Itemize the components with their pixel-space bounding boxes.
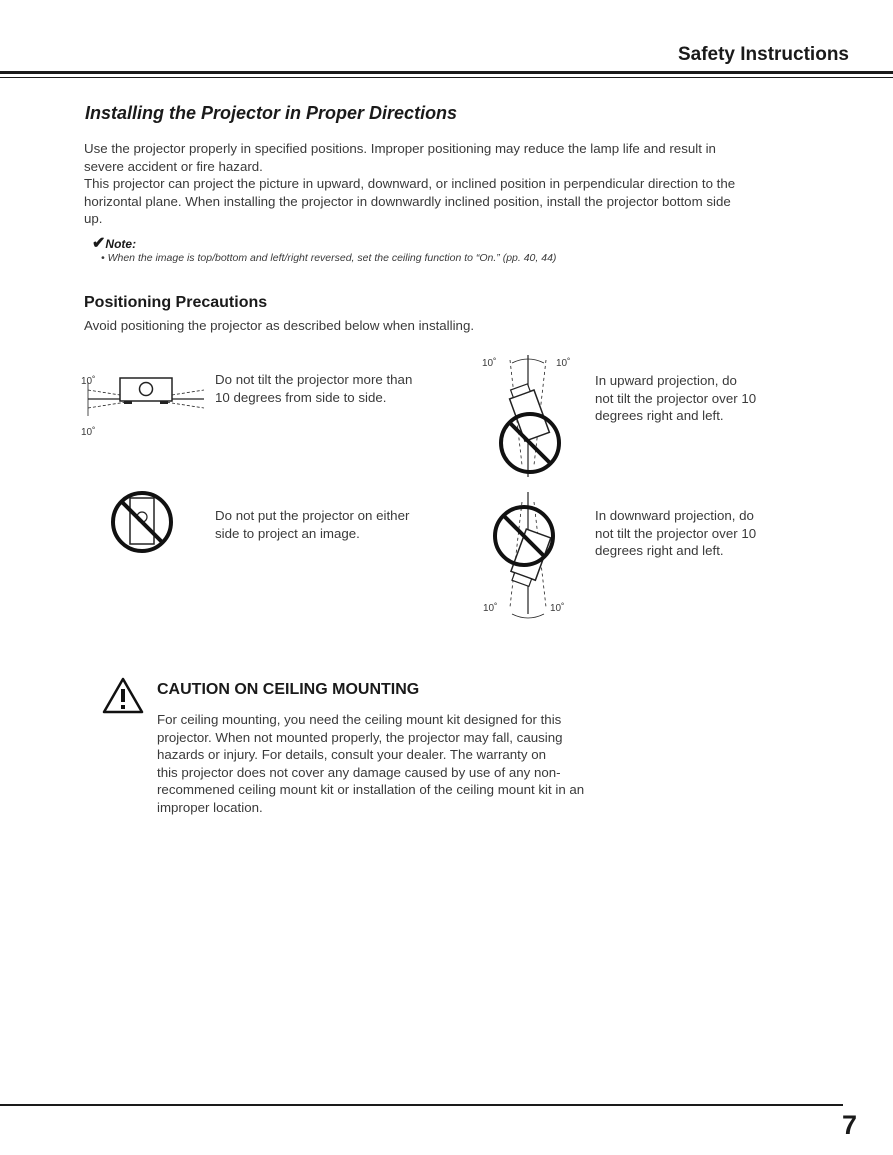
page-number: 7 (841, 1110, 857, 1140)
caution-line: recommened ceiling mount kit or installation of the ceiling mount kit in an (157, 782, 585, 797)
intro-line: horizontal plane. When installing the projector in downwardly inclined position, install the projector bottom side (84, 193, 731, 209)
checkmark-icon: ✔ (92, 235, 106, 252)
item-line: Do not put the projector on either (215, 508, 410, 523)
positioning-title: Positioning Precautions (84, 294, 268, 311)
degree-label: 10˚ (81, 376, 96, 387)
header-rule-thick (0, 71, 893, 74)
item-line: degrees right and left. (595, 543, 724, 558)
degree-label: 10˚ (483, 603, 498, 614)
degree-label: 10˚ (81, 427, 96, 438)
caution-line: For ceiling mounting, you need the ceiling mount kit designed for this (157, 712, 562, 727)
intro-line: Use the projector properly in specified positions. Improper positioning may reduce the lamp life and result in (84, 141, 716, 156)
degree-label: 10˚ (556, 358, 571, 369)
intro-paragraph-1 (84, 140, 814, 228)
item-line: side to project an image. (215, 525, 360, 541)
intro-line: up. (84, 211, 103, 226)
caution-line: projector. When not mounted properly, the projector may fall, causing (157, 729, 563, 745)
intro-line: severe accident or fire hazard. (84, 158, 263, 174)
caution-line: this projector does not cover any damage caused by use of any non- (157, 764, 561, 780)
degree-label: 10˚ (482, 358, 497, 369)
precaution-item-downward (595, 507, 756, 560)
item-line: not tilt the projector over 10 (595, 390, 757, 406)
positioning-description: Avoid positioning the projector as described below when installing. (84, 318, 475, 333)
item-line: Do not tilt the projector more than (215, 372, 413, 387)
caution-line: improper location. (157, 799, 263, 815)
precaution-item-upward (595, 372, 756, 425)
side-placement-prohibited-icon (109, 490, 175, 556)
intro-line: This projector can project the picture in upward, downward, or inclined position in perpendicular direction to the (84, 176, 736, 191)
item-line: 10 degrees from side to side. (215, 389, 387, 405)
side-tilt-diagram-icon (80, 370, 210, 440)
item-line: In downward projection, do (595, 508, 754, 523)
caution-line: hazards or injury. For details, consult your dealer. The warranty on (157, 747, 546, 762)
precaution-item-side-tilt (215, 371, 412, 406)
precaution-item-on-side (215, 507, 409, 542)
warning-triangle-icon (101, 676, 145, 716)
item-line: In upward projection, do (595, 373, 737, 388)
note-heading (92, 233, 136, 253)
note-text: • When the image is top/bottom and left/right reversed, set the ceiling function to “On.” (pp. 40, 44) (101, 252, 557, 264)
header-rule-thin (0, 77, 893, 78)
caution-title: CAUTION ON CEILING MOUNTING (157, 681, 420, 698)
section-title: Installing the Projector in Proper Directions (85, 103, 458, 123)
upward-projection-diagram-icon (490, 355, 570, 480)
item-line: degrees right and left. (595, 408, 724, 423)
note-label: Note: (105, 237, 137, 251)
degree-label: 10˚ (550, 603, 565, 614)
footer-rule (0, 1104, 843, 1106)
page-header-title: Safety Instructions (677, 44, 849, 65)
item-line: not tilt the projector over 10 (595, 525, 757, 541)
caution-text (157, 711, 647, 816)
